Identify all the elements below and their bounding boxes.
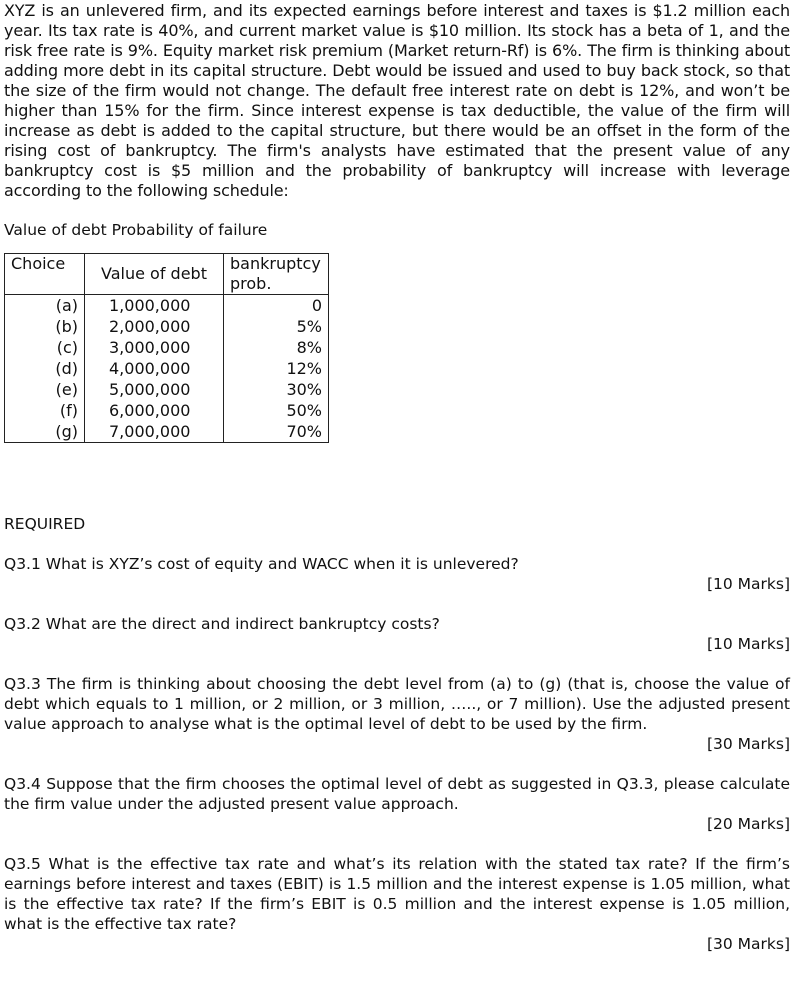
table-header-row (5, 254, 329, 295)
cell-choice: (g) (5, 421, 85, 443)
cell-prob: 5% (224, 316, 329, 337)
document-page (4, 0, 790, 954)
table-row (5, 337, 329, 358)
question-q3-2 (4, 614, 790, 654)
cell-debt: 2,000,000 (85, 316, 224, 337)
cell-prob: 0 (224, 295, 329, 317)
cell-debt: 1,000,000 (85, 295, 224, 317)
header-bankruptcy-prob (224, 254, 329, 295)
question-text: Q3.1 What is XYZ’s cost of equity and WACC when it is unlevered? (4, 555, 519, 573)
header-prob-line1: bankruptcy (230, 254, 321, 273)
header-prob-line2: prob. (230, 274, 272, 293)
cell-choice: (d) (5, 358, 85, 379)
cell-prob: 12% (224, 358, 329, 379)
cell-prob: 30% (224, 379, 329, 400)
cell-choice: (e) (5, 379, 85, 400)
question-q3-1 (4, 554, 790, 594)
table-row (5, 421, 329, 443)
question-text: Q3.5 What is the effective tax rate and what’s its relation with the stated tax rate? If the firm’s earnings before interest and taxes (EBIT) is 1.5 million and the interest expense is 1.05 million, what is the effective tax rate? If the firm’s EBIT is 0.5 million and the interest expense is 1.05 million, what is the effective tax rate? (4, 855, 790, 933)
cell-prob: 70% (224, 421, 329, 443)
question-marks: [10 Marks] (706, 575, 790, 593)
question-marks: [30 Marks] (706, 935, 790, 953)
problem-statement: XYZ is an unlevered firm, and its expected earnings before interest and taxes is $1.2 million each year. Its tax rate is 40%, and current market value is $10 million. Its stock has a beta of 1, and the risk free rate is 9%. Equity market risk premium (Market return-Rf) is 6%. The firm is thinking about adding more debt in its capital structure. Debt would be issued and used to buy back stock, so that the size of the firm would not change. The default free interest rate on debt is 12%, and won’t be higher than 15% for the firm. Since interest expense is tax deductible, the value of the firm will increase as debt is added to the capital structure, but there would be an offset in the form of the rising cost of bankruptcy. The firm's analysts have estimated that the present value of any bankruptcy cost is $5 million and the probability of bankruptcy will increase with leverage according to the following schedule: (4, 1, 790, 200)
question-q3-3 (4, 674, 790, 754)
table-row (5, 316, 329, 337)
question-marks: [20 Marks] (706, 815, 790, 833)
table-row (5, 400, 329, 421)
cell-debt: 3,000,000 (85, 337, 224, 358)
bankruptcy-schedule-table (4, 253, 329, 443)
table-caption: Value of debt Probability of failure (4, 221, 268, 239)
question-text: Q3.2 What are the direct and indirect bankruptcy costs? (4, 615, 440, 633)
question-q3-5 (4, 854, 790, 954)
table-row (5, 295, 329, 317)
cell-choice: (a) (5, 295, 85, 317)
cell-debt: 7,000,000 (85, 421, 224, 443)
question-marks: [10 Marks] (706, 635, 790, 653)
question-text: Q3.4 Suppose that the firm chooses the optimal level of debt as suggested in Q3.3, please calculate the firm value under the adjusted present value approach. (4, 775, 790, 813)
question-q3-4 (4, 774, 790, 834)
cell-choice: (c) (5, 337, 85, 358)
cell-prob: 50% (224, 400, 329, 421)
cell-choice: (f) (5, 400, 85, 421)
cell-prob: 8% (224, 337, 329, 358)
question-text: Q3.3 The firm is thinking about choosing the debt level from (a) to (g) (that is, choose the value of debt which equals to 1 million, or 2 million, or 3 million, ….., or 7 million). Use the adjusted present value approach to analyse what is the optimal level of debt to be used by the firm. (4, 675, 790, 733)
cell-choice: (b) (5, 316, 85, 337)
table-row (5, 358, 329, 379)
question-marks: [30 Marks] (706, 735, 790, 753)
table-row (5, 379, 329, 400)
cell-debt: 4,000,000 (85, 358, 224, 379)
header-value-of-debt: Value of debt (85, 254, 224, 295)
required-heading: REQUIRED (4, 515, 86, 533)
cell-debt: 5,000,000 (85, 379, 224, 400)
cell-debt: 6,000,000 (85, 400, 224, 421)
header-choice: Choice (5, 254, 85, 295)
